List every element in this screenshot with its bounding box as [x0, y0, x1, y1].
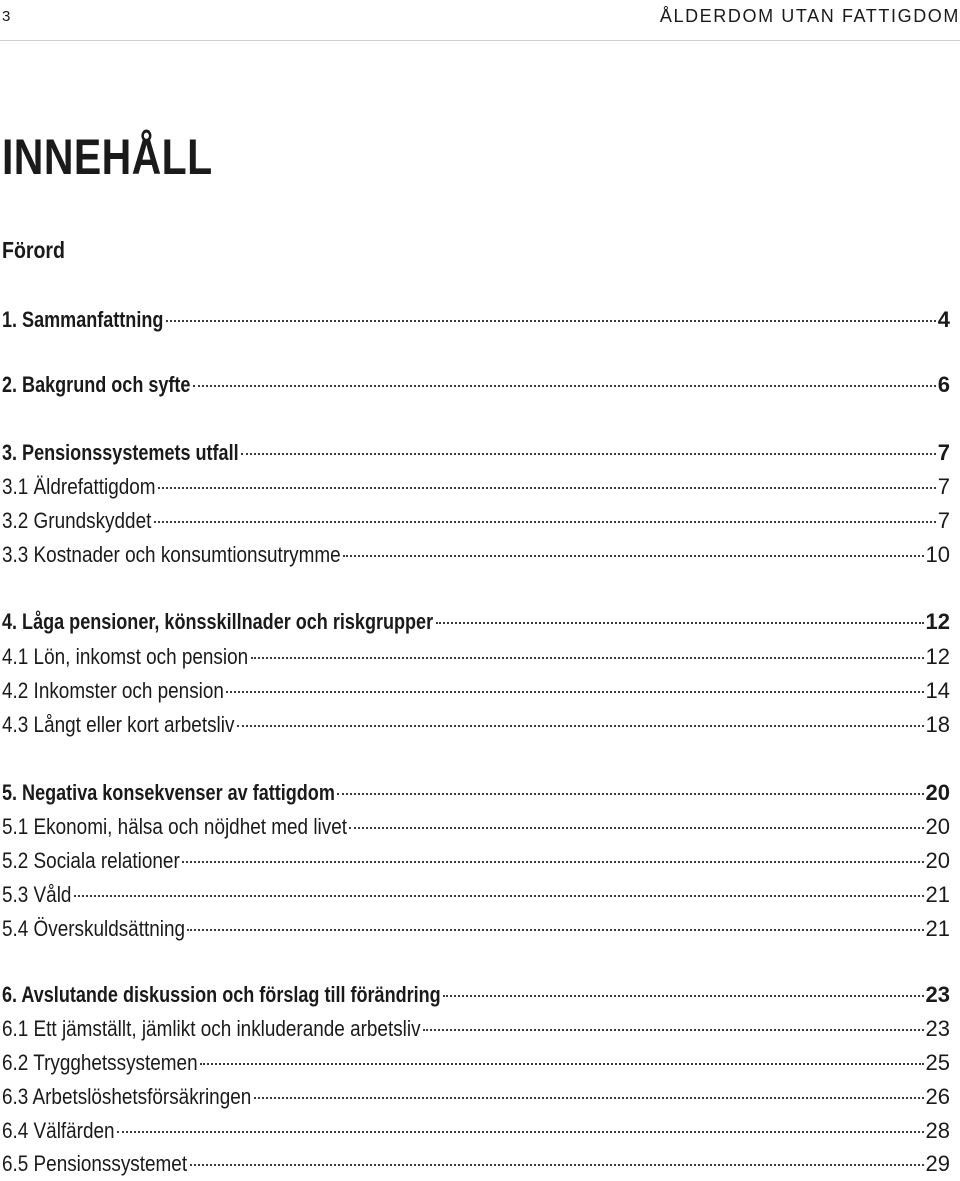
dot-leader [251, 657, 924, 659]
toc-entry-page: 18 [925, 712, 950, 737]
dot-leader [154, 521, 936, 523]
toc-entry[interactable] [2, 880, 950, 910]
toc-entry[interactable] [2, 1149, 950, 1179]
toc-entry[interactable] [2, 438, 950, 468]
toc-entry-label: 3. Pensionssystemets utfall [2, 440, 239, 465]
toc-entry[interactable] [2, 1116, 950, 1146]
dot-leader [166, 320, 936, 322]
toc-entry-label: 4.3 Långt eller kort arbetsliv [2, 712, 235, 737]
toc-entry[interactable] [2, 642, 950, 672]
dot-leader [423, 1029, 924, 1031]
dot-leader [74, 895, 924, 897]
toc-entry-page: 20 [925, 814, 950, 839]
toc-entry[interactable] [2, 676, 950, 706]
dot-leader [182, 861, 924, 863]
toc-entry[interactable] [2, 1082, 950, 1112]
toc-entry-page: 21 [925, 916, 950, 941]
toc-entry-label: 3.1 Äldrefattigdom [2, 474, 156, 499]
toc-entry[interactable] [2, 1048, 950, 1078]
toc-entry-label: 5.2 Sociala relationer [2, 848, 180, 873]
toc-entry-page: 14 [925, 678, 950, 703]
dot-leader [158, 487, 936, 489]
toc-entry-label: 1. Sammanfattning [2, 307, 164, 332]
toc-entry[interactable] [2, 710, 950, 740]
toc-entry-page: 12 [925, 609, 950, 634]
dot-leader [226, 691, 924, 693]
toc-entry-label: 3.3 Kostnader och konsumtionsutrymme [2, 542, 341, 567]
dot-leader [237, 725, 924, 727]
running-header-title: ÅLDERDOM UTAN FATTIGDOM [659, 6, 960, 26]
toc-entry-page: 20 [925, 780, 950, 805]
toc-entry-label: 5.4 Överskuldsättning [2, 916, 185, 941]
toc-entry-page: 10 [925, 542, 950, 567]
toc-entry-page: 21 [925, 882, 950, 907]
toc-entry-label: 4.2 Inkomster och pension [2, 678, 224, 703]
dot-leader [241, 453, 936, 455]
toc-entry[interactable] [2, 980, 950, 1010]
toc-entry-page: 23 [925, 1016, 950, 1041]
toc-entry-label: 6.2 Trygghetssystemen [2, 1050, 198, 1075]
dot-leader [117, 1131, 924, 1133]
toc-entry[interactable] [2, 607, 950, 637]
toc-entry-label: 4.1 Lön, inkomst och pension [2, 644, 249, 669]
dot-leader [349, 827, 924, 829]
toc-entry-page: 7 [937, 474, 950, 499]
toc-entry-page: 25 [925, 1050, 950, 1075]
toc-entry[interactable] [2, 914, 950, 944]
dot-leader [187, 929, 924, 931]
toc-entry-label: 5.1 Ekonomi, hälsa och nöjdhet med livet [2, 814, 347, 839]
toc-entry-page: 7 [937, 508, 950, 533]
dot-leader [343, 555, 924, 557]
toc-entry-label: 3.2 Grundskyddet [2, 508, 152, 533]
toc-entry[interactable] [2, 370, 950, 400]
dot-leader [200, 1063, 924, 1065]
toc-entry-label: 6.5 Pensionssystemet [2, 1151, 188, 1176]
toc-entry-page: 28 [925, 1118, 950, 1143]
header-divider [0, 40, 960, 41]
toc-entry-label: 2. Bakgrund och syfte [2, 372, 191, 397]
toc-entry-label: 6. Avslutande diskussion och förslag till förändring [2, 982, 441, 1007]
toc-entry[interactable] [2, 472, 950, 502]
toc-entry-page: 6 [937, 372, 950, 397]
dot-leader [436, 622, 924, 624]
dot-leader [193, 385, 936, 387]
toc-entry-page: 29 [925, 1151, 950, 1176]
toc-entry-label: 6.1 Ett jämställt, jämlikt och inkluderande arbetsliv [2, 1016, 421, 1041]
dot-leader [337, 793, 924, 795]
dot-leader [254, 1097, 924, 1099]
toc-entry[interactable] [2, 506, 950, 536]
toc-entry-label: 5. Negativa konsekvenser av fattigdom [2, 780, 335, 805]
toc-entry-page: 7 [937, 440, 950, 465]
dot-leader [443, 995, 924, 997]
toc-entry[interactable] [2, 778, 950, 808]
toc-entry[interactable] [2, 846, 950, 876]
dot-leader [190, 1164, 924, 1166]
toc-entry-label: 6.3 Arbetslöshetsförsäkringen [2, 1084, 252, 1109]
page-number: 3 [2, 8, 11, 25]
toc-entry-page: 12 [925, 644, 950, 669]
toc-entry-label: 4. Låga pensioner, könsskillnader och riskgrupper [2, 609, 434, 634]
toc-title: INNEHÅLL [2, 129, 213, 185]
toc-entry[interactable] [2, 305, 950, 335]
toc-entry-page: 23 [925, 982, 950, 1007]
toc-entry-label: 5.3 Våld [2, 882, 72, 907]
toc-entry-page: 20 [925, 848, 950, 873]
toc-entry-page: 4 [937, 307, 950, 332]
toc-entry[interactable] [2, 540, 950, 570]
toc-entry-page: 26 [925, 1084, 950, 1109]
toc-foreword: Förord [2, 237, 65, 263]
toc-entry[interactable] [2, 1014, 950, 1044]
toc-entry-label: 6.4 Välfärden [2, 1118, 115, 1143]
toc-entry[interactable] [2, 812, 950, 842]
